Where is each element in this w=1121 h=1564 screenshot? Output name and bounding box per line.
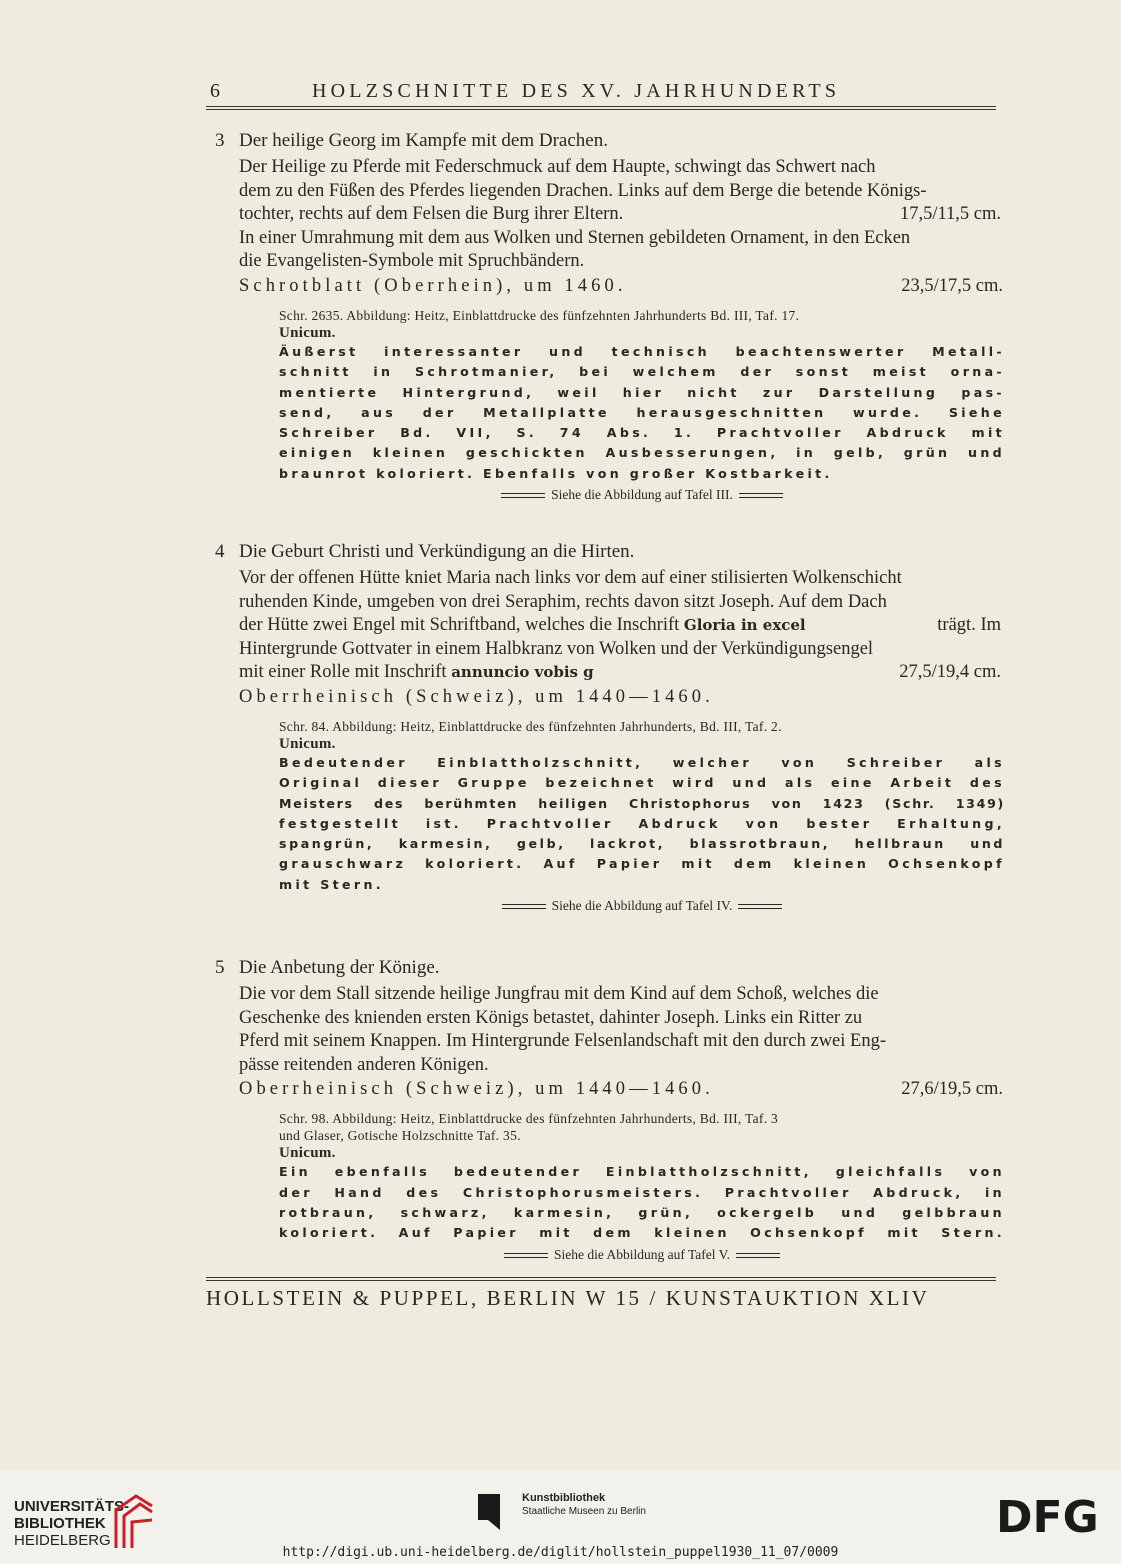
plate-text: Siehe die Abbildung auf Tafel IV.	[551, 898, 733, 914]
kunstbibliothek-name	[522, 1492, 646, 1518]
description-text: trägt. Im	[937, 615, 1001, 636]
header-rule	[206, 106, 996, 107]
inscription: annuncio vobis g	[451, 663, 594, 682]
description-line: Pferd mit seinem Knappen. Im Hintergrunde Felsenlandschaft mit den durch zwei Eng-	[239, 1031, 886, 1052]
header-rule-2	[206, 109, 996, 110]
entry-title: Der heilige Georg im Kampfe mit dem Drachen.	[239, 130, 608, 151]
entry-heading	[215, 129, 1005, 152]
description-text: tochter, rechts auf dem Felsen die Burg ihrer Eltern.	[239, 204, 624, 225]
comment-line: schnitt in Schrotmanier, bei welchem der sonst meist orna-	[279, 364, 1005, 380]
reference-line: und Glaser, Gotische Holzschnitte Taf. 35.	[279, 1128, 521, 1144]
comment-line: rotbraun, schwarz, karmesin, grün, ockergelb und gelbbraun	[279, 1204, 1005, 1220]
library-name-line: HEIDELBERG	[14, 1532, 111, 1549]
description-line: Hintergrunde Gottvater in einem Halbkranz von Wolken und der Verkündigungsengel	[239, 638, 874, 659]
comment-line: der Hand des Christophorusmeisters. Prachtvoller Abdruck, in	[279, 1184, 1005, 1200]
comment-line: Ein ebenfalls bedeutender Einblattholzschnitt, gleichfalls von	[279, 1164, 1005, 1180]
entry-title: Die Geburt Christi und Verkündigung an die Hirten.	[239, 541, 635, 562]
description-line	[239, 203, 1001, 227]
origin-text: Schrotblatt (Oberrhein), um 1460.	[239, 275, 627, 296]
comment-line: festgestellt ist. Prachtvoller Abdruck von bester Erhaltung,	[279, 815, 1005, 831]
library-name-line: BIBLIOTHEK	[14, 1515, 106, 1532]
comment-line: braunrot koloriert. Ebenfalls von großer Kostbarkeit.	[279, 465, 833, 481]
description-line: Der Heilige zu Pferde mit Federschmuck auf dem Haupte, schwingt das Schwert nach	[239, 157, 876, 177]
comment-line: Bedeutender Einblattholzschnitt, welcher von Schreiber als	[279, 754, 1005, 770]
entry-origin	[239, 274, 1003, 299]
source-url: http://digi.ub.uni-heidelberg.de/diglit/hollstein_puppel1930_11_07/0009	[282, 1545, 839, 1560]
publisher-imprint: HOLLSTEIN & PUPPEL, BERLIN W 15 / KUNSTAUKTION XLIV	[206, 1286, 930, 1310]
origin-text: Oberrheinisch (Schweiz), um 1440—1460.	[239, 686, 714, 707]
unicum-label: Unicum.	[279, 1145, 336, 1162]
entry-heading	[215, 540, 1005, 563]
comment-line: koloriert. Auf Papier mit dem kleinen Ochsenkopf mit Stern.	[279, 1225, 1005, 1241]
description-line: Vor der offenen Hütte kniet Maria nach links vor dem auf einer stilisierten Wolkenschicht	[239, 568, 902, 588]
footer-rule	[206, 1277, 996, 1278]
kb-subtitle: Staatliche Museen zu Berlin	[522, 1506, 646, 1517]
entry-number: 5	[215, 957, 225, 978]
description-line: In einer Umrahmung mit dem aus Wolken und Sternen gebildeten Ornament, in den Ecken	[239, 227, 911, 248]
entry-description	[239, 983, 1001, 1077]
reference-line: Schr. 2635. Abbildung: Heitz, Einblattdrucke des fünfzehnten Jahrhunderts Bd. III, Taf. 17.	[279, 307, 800, 323]
plate-text: Siehe die Abbildung auf Tafel III.	[551, 487, 733, 503]
entry-comment	[279, 342, 1005, 484]
unicum-label: Unicum.	[279, 735, 336, 752]
entry-origin	[239, 1077, 1003, 1102]
entry-origin	[239, 685, 1003, 710]
entry-notes	[279, 1110, 1005, 1263]
running-title: HOLZSCHNITTE DES XV. JAHRHUNDERTS	[312, 80, 841, 102]
entry-notes	[279, 718, 1005, 915]
comment-line: Original dieser Gruppe bezeichnet wird und als eine Arbeit des	[279, 775, 1005, 791]
comment-line: Schreiber Bd. VII, S. 74 Abs. 1. Prachtvoller Abdruck mit	[279, 425, 1005, 441]
entry-notes	[279, 307, 1005, 504]
description-line: pässe reitenden anderen Königen.	[239, 1054, 489, 1075]
entry-description	[239, 156, 1001, 274]
entry-title: Die Anbetung der Könige.	[239, 957, 440, 978]
library-name-line: UNIVERSITÄTS-	[14, 1498, 130, 1515]
comment-line: mit Stern.	[279, 876, 384, 892]
plate-reference	[279, 486, 1005, 504]
plate-reference	[279, 897, 1005, 915]
ub-heidelberg-logo-icon	[112, 1492, 156, 1550]
inscription: Gloria in excel	[683, 616, 806, 635]
entry-heading	[215, 956, 1005, 979]
dfg-logo-text: DFG	[996, 1492, 1099, 1536]
reference-line: Schr. 84. Abbildung: Heitz, Einblattdrucke des fünfzehnten Jahrhunderts, Bd. III, Taf. 2.	[279, 718, 782, 734]
page-number: 6	[210, 80, 220, 102]
reference-line: Schr. 98. Abbildung: Heitz, Einblattdrucke des fünfzehnten Jahrhunderts, Bd. III, Taf. 3	[279, 1111, 779, 1127]
description-line	[239, 661, 1001, 685]
entry-number: 3	[215, 130, 225, 151]
catalogue-entry-4	[215, 540, 1005, 915]
dimensions: 27,6/19,5 cm.	[901, 1079, 1003, 1100]
comment-line: einigen kleinen geschickten Ausbesserungen, in gelb, grün und	[279, 445, 1005, 461]
dfg-logo-icon	[996, 1492, 1106, 1536]
unicum-label: Unicum.	[279, 324, 336, 341]
entry-number: 4	[215, 541, 225, 562]
comment-line: spangrün, karmesin, gelb, lackrot, blassrotbraun, hellbraun und	[279, 836, 1005, 852]
catalogue-entry-5	[215, 956, 1005, 1264]
origin-text: Oberrheinisch (Schweiz), um 1440—1460.	[239, 1079, 714, 1100]
catalogue-entry-3	[215, 129, 1005, 504]
entry-comment	[279, 753, 1005, 895]
description-line: ruhenden Kinde, umgeben von drei Seraphim, rechts davon sitzt Joseph. Auf dem Dach	[239, 591, 887, 612]
comment-line: Äußerst interessanter und technisch beachtenswerter Metall-	[279, 343, 1005, 359]
footer-rule-2	[206, 1280, 996, 1281]
dimensions: 23,5/17,5 cm.	[901, 275, 1003, 296]
description-line: Die vor dem Stall sitzende heilige Jungfrau mit dem Kind auf dem Schoß, welches die	[239, 984, 879, 1004]
plate-reference	[279, 1246, 1005, 1264]
description-line: Geschenke des knienden ersten Königs betastet, dahinter Joseph. Links ein Ritter zu	[239, 1007, 863, 1028]
description-line: dem zu den Füßen des Pferdes liegenden Drachen. Links auf dem Berge die betende Königs-	[239, 180, 927, 201]
comment-line: send, aus der Metallplatte herausgeschnitten wurde. Siehe	[279, 404, 1005, 420]
kb-title: Kunstbibliothek	[522, 1492, 606, 1504]
dimensions: 27,5/19,4 cm.	[899, 662, 1001, 683]
comment-line: grauschwarz koloriert. Auf Papier mit dem kleinen Ochsenkopf	[279, 856, 1005, 872]
description-text: mit einer Rolle mit Inschrift	[239, 662, 447, 683]
entry-comment	[279, 1162, 1005, 1243]
description-line: die Evangelisten-Symbole mit Spruchbändern.	[239, 251, 585, 272]
dimensions: 17,5/11,5 cm.	[899, 204, 1001, 225]
comment-line: mentierte Hintergrund, weil hier nicht zur Darstellung pas-	[279, 384, 1005, 400]
plate-text: Siehe die Abbildung auf Tafel V.	[553, 1246, 731, 1262]
kunstbibliothek-logo-icon	[478, 1492, 514, 1532]
description-line	[239, 614, 1001, 638]
description-text: der Hütte zwei Engel mit Schriftband, welches die Inschrift	[239, 615, 680, 636]
entry-description	[239, 567, 1001, 685]
comment-line: Meisters des berühmten heiligen Christophorus von 1423 (Schr. 1349)	[279, 795, 1005, 811]
